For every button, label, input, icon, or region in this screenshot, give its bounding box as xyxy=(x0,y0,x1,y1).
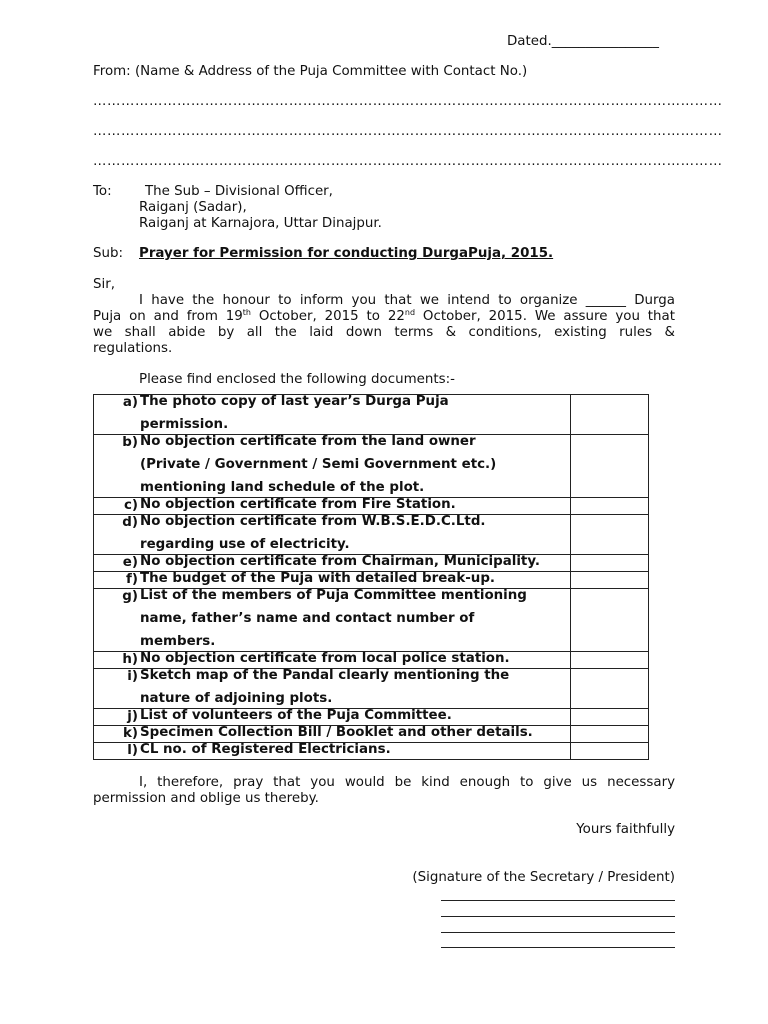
body-line-1: I have the honour to inform you that we intend to organize ______ Durga xyxy=(139,293,675,308)
document-row xyxy=(94,435,649,498)
document-item-cell xyxy=(94,589,571,652)
document-row xyxy=(94,515,649,555)
document-check-cell xyxy=(570,652,648,669)
signature-line-1 xyxy=(441,900,675,901)
document-item-text: members. xyxy=(140,634,216,649)
to-label: To: xyxy=(93,184,112,199)
document-item-letter: k) xyxy=(122,726,138,741)
to-line-2: Raiganj (Sadar), xyxy=(139,200,247,215)
salutation: Sir, xyxy=(93,277,115,292)
document-item-letter: f) xyxy=(126,572,138,587)
document-check-cell xyxy=(570,669,648,709)
document-item-letter: l) xyxy=(127,743,138,758)
document-row xyxy=(94,743,649,760)
dated-field: Dated.________________ xyxy=(507,34,659,49)
document-item-text: nature of adjoining plots. xyxy=(140,691,333,706)
documents-table xyxy=(93,394,649,760)
document-item-text: mentioning land schedule of the plot. xyxy=(140,480,425,495)
document-item-text: No objection certificate from the land owner xyxy=(140,434,476,449)
document-item-text: CL no. of Registered Electricians. xyxy=(140,742,391,757)
subject-label: Sub: xyxy=(93,246,123,261)
document-item-cell xyxy=(94,498,571,515)
document-item-cell xyxy=(94,709,571,726)
document-item-text: permission. xyxy=(140,417,229,432)
document-item-text: The budget of the Puja with detailed break-up. xyxy=(140,571,495,586)
from-dotted-line-1: ……………………………………………………………………………………………………………………… xyxy=(93,94,723,109)
document-check-cell xyxy=(570,515,648,555)
document-item-text: No objection certificate from Chairman, Municipality. xyxy=(140,554,540,569)
document-item-letter: c) xyxy=(123,498,138,513)
document-item-text: No objection certificate from W.B.S.E.D.C.Ltd. xyxy=(140,514,486,529)
from-dotted-line-3: ……………………………………………………………………………………………………………………… xyxy=(93,154,723,169)
document-item-cell xyxy=(94,555,571,572)
document-row xyxy=(94,652,649,669)
closing-line-1: I, therefore, pray that you would be kind enough to give us necessary xyxy=(139,775,675,790)
signature-line-3 xyxy=(441,932,675,933)
document-item-cell xyxy=(94,435,571,498)
document-row xyxy=(94,589,649,652)
document-row xyxy=(94,709,649,726)
document-item-text: List of volunteers of the Puja Committee. xyxy=(140,708,452,723)
document-item-text: Sketch map of the Pandal clearly mentioning the xyxy=(140,668,510,683)
document-check-cell xyxy=(570,435,648,498)
document-item-cell xyxy=(94,743,571,760)
body-line-2: Puja on and from 19th October, 2015 to 22nd October, 2015. We assure you that xyxy=(93,308,676,324)
document-row xyxy=(94,395,649,435)
document-item-letter: e) xyxy=(122,555,138,570)
document-row xyxy=(94,498,649,515)
document-item-text: List of the members of Puja Committee mentioning xyxy=(140,588,527,603)
document-item-letter: a) xyxy=(122,395,138,410)
document-row xyxy=(94,669,649,709)
document-item-text: regarding use of electricity. xyxy=(140,537,350,552)
document-row xyxy=(94,726,649,743)
document-row xyxy=(94,555,649,572)
document-item-letter: h) xyxy=(122,652,138,667)
document-item-cell xyxy=(94,395,571,435)
body-paragraph xyxy=(93,293,675,357)
document-check-cell xyxy=(570,498,648,515)
document-check-cell xyxy=(570,395,648,435)
signature-caption: (Signature of the Secretary / President) xyxy=(412,870,675,885)
document-item-text: name, father’s name and contact number of xyxy=(140,611,475,626)
document-item-letter: b) xyxy=(122,435,138,450)
document-check-cell xyxy=(570,743,648,760)
signature-line-4 xyxy=(441,947,675,948)
to-line-3: Raiganj at Karnajora, Uttar Dinajpur. xyxy=(139,216,382,231)
body-line-4: regulations. xyxy=(93,341,173,356)
from-label: From: (Name & Address of the Puja Committee with Contact No.) xyxy=(93,64,528,79)
closing-line-2: permission and oblige us thereby. xyxy=(93,791,319,806)
document-row xyxy=(94,572,649,589)
yours-faithfully: Yours faithfully xyxy=(576,822,675,837)
document-item-text: (Private / Government / Semi Government etc.) xyxy=(140,457,497,472)
enclosed-intro: Please find enclosed the following documents:- xyxy=(139,372,455,387)
closing-paragraph xyxy=(93,775,675,807)
document-item-cell xyxy=(94,726,571,743)
document-item-letter: i) xyxy=(127,669,138,684)
document-check-cell xyxy=(570,589,648,652)
document-item-letter: j) xyxy=(127,709,138,724)
document-item-cell xyxy=(94,572,571,589)
signature-line-2 xyxy=(441,916,675,917)
document-item-cell xyxy=(94,652,571,669)
document-item-text: No objection certificate from local police station. xyxy=(140,651,510,666)
document-check-cell xyxy=(570,572,648,589)
to-line-1: The Sub – Divisional Officer, xyxy=(145,184,333,199)
document-item-text: No objection certificate from Fire Station. xyxy=(140,497,456,512)
document-check-cell xyxy=(570,726,648,743)
body-line-3: we shall abide by all the laid down terms & conditions, existing rules & xyxy=(93,325,675,340)
subject-title: Prayer for Permission for conducting DurgaPuja, 2015. xyxy=(139,246,554,261)
from-dotted-line-2: ……………………………………………………………………………………………………………………… xyxy=(93,124,723,139)
document-check-cell xyxy=(570,555,648,572)
document-item-cell xyxy=(94,669,571,709)
document-check-cell xyxy=(570,709,648,726)
document-item-cell xyxy=(94,515,571,555)
document-item-letter: d) xyxy=(122,515,138,530)
document-item-letter: g) xyxy=(122,589,138,604)
document-item-text: Specimen Collection Bill / Booklet and other details. xyxy=(140,725,533,740)
document-item-text: The photo copy of last year’s Durga Puja xyxy=(140,394,449,409)
